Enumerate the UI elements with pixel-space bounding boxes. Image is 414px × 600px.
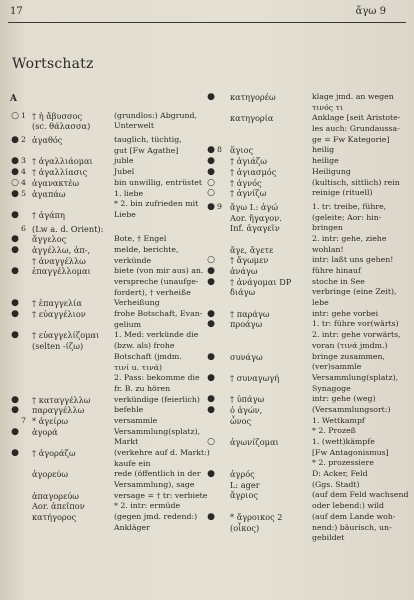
vocab-row bbox=[206, 277, 406, 288]
vocab-row bbox=[10, 384, 204, 395]
german-gloss: juble bbox=[114, 156, 134, 166]
vocab-row bbox=[206, 319, 406, 330]
filled-bullet-icon: ● bbox=[207, 394, 215, 405]
german-gloss: [Fw Antagonismus] bbox=[312, 447, 389, 457]
vocab-row bbox=[10, 341, 204, 352]
german-gloss: 2. intr: gehe, ziehe bbox=[312, 233, 387, 243]
german-gloss: Markt bbox=[114, 437, 139, 447]
german-gloss: rede (öffentlich in der bbox=[114, 469, 201, 479]
german-gloss: versammle bbox=[114, 415, 158, 425]
german-gloss: verbringe (eine Zeit), bbox=[312, 287, 397, 297]
vocab-row bbox=[206, 469, 406, 480]
filled-bullet-icon: ● bbox=[207, 145, 215, 156]
vocab-row bbox=[206, 394, 406, 405]
vocab-row bbox=[10, 320, 204, 331]
greek-term: Aor. ἀπεῖπον bbox=[32, 501, 85, 512]
german-gloss: intr: gehe (weg) bbox=[312, 394, 376, 404]
filled-bullet-icon: ● bbox=[11, 156, 19, 167]
greek-term: † ἡ ἄβυσσος bbox=[32, 110, 83, 121]
vocab-row bbox=[10, 448, 210, 459]
hollow-bullet-icon: ○ bbox=[207, 255, 215, 266]
hollow-bullet-icon: ○ bbox=[207, 188, 215, 199]
vocab-row bbox=[206, 490, 409, 501]
german-gloss: Anklage [seit Aristote- bbox=[312, 113, 401, 123]
greek-term: Aor. ἤγαγον. bbox=[230, 212, 282, 223]
vocab-row bbox=[206, 341, 406, 352]
greek-term: ἄγριος bbox=[230, 490, 258, 501]
filled-bullet-icon: ● bbox=[11, 234, 19, 245]
vocab-row bbox=[10, 395, 204, 406]
filled-bullet-icon: ● bbox=[207, 276, 215, 287]
german-gloss: gelium bbox=[114, 319, 142, 329]
entry-number: 5 bbox=[21, 188, 26, 198]
vocab-row bbox=[10, 501, 204, 512]
german-gloss: heilig bbox=[312, 145, 335, 155]
german-gloss: stoche in See bbox=[312, 276, 365, 286]
entry-number: 4 bbox=[21, 167, 26, 177]
greek-term: † ὑπάγω bbox=[230, 394, 265, 405]
greek-term: † εὐαγγελίζομαι bbox=[32, 330, 100, 341]
greek-term: ἅγιος bbox=[230, 145, 254, 156]
greek-term: † ἀγάπη bbox=[32, 209, 65, 220]
greek-term: ἀγρός bbox=[230, 469, 255, 480]
german-gloss: kaufe ein bbox=[114, 458, 151, 468]
german-gloss: 1. (wett)kämpfe bbox=[312, 437, 375, 446]
vocab-row bbox=[206, 405, 406, 416]
vocab-row bbox=[206, 512, 406, 523]
greek-term: (sc. θάλασσα) bbox=[32, 121, 91, 132]
vocab-row bbox=[206, 437, 406, 448]
vocab-row bbox=[206, 135, 406, 146]
vocab-row bbox=[206, 124, 406, 135]
vocab-row bbox=[206, 178, 406, 189]
filled-bullet-icon: ● bbox=[207, 351, 215, 362]
german-gloss: melde, berichte, bbox=[114, 244, 179, 254]
entry-number: 8 bbox=[217, 145, 222, 155]
german-gloss: führe hinauf bbox=[312, 266, 361, 275]
vocab-row bbox=[206, 533, 406, 544]
german-gloss: Versammlung(splatz), bbox=[312, 372, 399, 382]
greek-term: ἐπαγγέλλομαι bbox=[32, 266, 91, 277]
greek-term: κατήγορος bbox=[32, 512, 77, 523]
filled-bullet-icon: ● bbox=[207, 404, 215, 415]
vocab-row bbox=[206, 255, 406, 266]
greek-term: ἀγγέλλω, ἀπ-, bbox=[32, 244, 91, 255]
german-gloss: oder lebend:) wild bbox=[312, 501, 385, 511]
entry-number: 7 bbox=[21, 415, 26, 425]
german-gloss: Jubel bbox=[114, 167, 135, 177]
greek-term: ἀγορεύω bbox=[32, 469, 69, 480]
german-gloss: 2. Pass: bekomme die bbox=[114, 373, 200, 383]
german-gloss: les auch: Grundaussa- bbox=[312, 124, 400, 134]
german-gloss: (geleite; Aor: hin- bbox=[312, 212, 382, 222]
filled-bullet-icon: ● bbox=[207, 92, 215, 102]
german-gloss: Heiligung bbox=[312, 166, 351, 176]
vocab-row bbox=[10, 189, 204, 200]
vocab-row bbox=[10, 178, 204, 189]
hollow-bullet-icon: ○ bbox=[11, 110, 19, 121]
filled-bullet-icon: ● bbox=[11, 426, 19, 437]
filled-bullet-icon: ● bbox=[11, 309, 19, 320]
filled-bullet-icon: ● bbox=[11, 405, 19, 416]
german-gloss: Liebe bbox=[114, 209, 136, 219]
greek-term: συνάγω bbox=[230, 351, 263, 362]
greek-term: † ἄγωμεν bbox=[230, 255, 269, 266]
german-gloss: lebe bbox=[312, 298, 329, 308]
greek-term: ἄγε, ἄγετε bbox=[230, 244, 274, 255]
german-gloss: bringen bbox=[312, 223, 343, 233]
greek-term: ἀνάγω bbox=[230, 266, 258, 276]
greek-term: † ἀγαλλίασις bbox=[32, 167, 88, 178]
vocab-row bbox=[206, 266, 406, 277]
vocab-row bbox=[206, 213, 406, 224]
vocab-row bbox=[206, 352, 406, 363]
german-gloss: gebildet bbox=[312, 533, 345, 543]
german-gloss: fr. B. zu hören bbox=[114, 383, 171, 393]
greek-term: * ἄγροικος 2 bbox=[230, 511, 283, 522]
filled-bullet-icon: ● bbox=[207, 372, 215, 383]
filled-bullet-icon: ● bbox=[207, 319, 215, 330]
greek-term: † ἁγνίζω bbox=[230, 188, 267, 199]
vocab-row bbox=[206, 384, 406, 395]
vocab-row bbox=[10, 234, 204, 245]
filled-bullet-icon: ● bbox=[11, 394, 19, 405]
vocab-row bbox=[10, 459, 204, 470]
vocab-row bbox=[10, 523, 204, 534]
vocab-row bbox=[10, 363, 204, 374]
german-gloss: (gegen jmd. redend:) bbox=[114, 512, 198, 522]
german-gloss: 1. tr: führe vor(wärts) bbox=[312, 319, 399, 329]
vocab-row bbox=[10, 437, 204, 448]
vocab-row bbox=[10, 330, 204, 341]
greek-term: † εὐαγγέλιον bbox=[32, 309, 86, 320]
german-gloss: frohe Botschaft, Evan- bbox=[114, 309, 203, 319]
greek-term: (selten -ίζω) bbox=[32, 341, 84, 352]
german-gloss: τινός τι bbox=[312, 102, 344, 112]
vocab-row bbox=[10, 352, 204, 363]
german-gloss: 1. Med: verkünde die bbox=[114, 330, 199, 340]
vocab-row bbox=[206, 501, 406, 512]
vocab-row bbox=[206, 202, 406, 213]
german-gloss: Verheißung bbox=[114, 298, 160, 308]
german-gloss: * 2. prozessiere bbox=[312, 458, 374, 468]
german-gloss: Ankläger bbox=[114, 522, 150, 532]
german-gloss: * 2. bin zufrieden mit bbox=[114, 199, 199, 209]
entry-number: 6 bbox=[21, 223, 26, 233]
greek-term: † ἀνάγομαι DP bbox=[230, 276, 292, 287]
greek-term: ἀγορά bbox=[32, 426, 58, 437]
greek-term: † ἀγοράζω bbox=[32, 448, 76, 459]
german-gloss: Versammlung(splatz), bbox=[114, 426, 201, 436]
greek-term: † παράγω bbox=[230, 308, 270, 319]
greek-term: ἄγγελος bbox=[32, 234, 67, 245]
vocab-row bbox=[10, 490, 208, 502]
filled-bullet-icon: ● bbox=[11, 330, 19, 341]
filled-bullet-icon: ● bbox=[207, 308, 215, 319]
german-gloss: bringe zusammen, bbox=[312, 351, 385, 361]
german-gloss: τινί u. τινά) bbox=[114, 362, 163, 372]
vocab-row bbox=[206, 373, 406, 384]
german-gloss: Bote, † Engel bbox=[114, 234, 167, 244]
vocab-row bbox=[206, 103, 406, 114]
greek-term: † ἀναγγέλλω bbox=[32, 255, 86, 266]
vocab-row bbox=[206, 234, 406, 245]
german-gloss: verkündige (feierlich) bbox=[114, 394, 200, 404]
vocab-row bbox=[206, 92, 406, 103]
vocab-row bbox=[206, 330, 406, 341]
filled-bullet-icon: ● bbox=[11, 135, 19, 146]
german-gloss: voran (τινά jmdm.) bbox=[312, 340, 388, 350]
vocab-row bbox=[10, 121, 204, 132]
greek-term: * ἀγείρω bbox=[32, 415, 69, 426]
vocab-row bbox=[10, 111, 204, 122]
greek-term: † ἁγιάζω bbox=[230, 156, 267, 167]
vocab-row bbox=[206, 523, 406, 534]
filled-bullet-icon: ● bbox=[207, 469, 215, 480]
vocab-row bbox=[10, 245, 204, 256]
vocab-row bbox=[206, 458, 406, 469]
german-gloss: 1. liebe bbox=[114, 188, 144, 198]
header-rule bbox=[8, 22, 406, 23]
filled-bullet-icon: ● bbox=[11, 209, 19, 220]
greek-term: Inf. ἀγαγεῖν bbox=[230, 223, 280, 234]
hollow-bullet-icon: ○ bbox=[11, 177, 19, 188]
vocab-row bbox=[10, 156, 204, 167]
greek-term: προάγω bbox=[230, 319, 263, 330]
entry-number: 2 bbox=[21, 135, 26, 145]
german-gloss: 2. intr: gehe vorwärts, bbox=[312, 330, 401, 340]
entry-number: 4 bbox=[21, 177, 26, 187]
vocab-row bbox=[206, 156, 406, 167]
german-gloss: ge = Fw Kategorie] bbox=[312, 134, 390, 144]
left-column bbox=[10, 92, 210, 534]
german-gloss: (auf dem Lande woh- bbox=[312, 511, 396, 521]
german-gloss: (grundlos:) Abgrund, bbox=[114, 110, 197, 120]
greek-term: † ἁγιασμός bbox=[230, 166, 277, 177]
filled-bullet-icon: ● bbox=[11, 266, 19, 277]
vocab-row bbox=[10, 298, 204, 309]
vocab-row bbox=[206, 309, 406, 320]
german-gloss: gut [Fw Agathe] bbox=[114, 145, 179, 155]
vocab-row bbox=[206, 223, 406, 234]
vocab-row bbox=[206, 480, 406, 491]
german-gloss: tauglich, tüchtig, bbox=[114, 135, 182, 145]
greek-term: κατηγορία bbox=[230, 113, 274, 124]
vocab-row bbox=[206, 448, 406, 459]
greek-term: παραγγέλλω bbox=[32, 405, 85, 416]
vocab-row bbox=[206, 426, 406, 437]
german-gloss: verkünde bbox=[114, 255, 152, 265]
german-gloss: nend:) bäurisch, un- bbox=[312, 522, 392, 532]
vocab-row bbox=[10, 309, 204, 320]
german-gloss: biete (von mir aus) an. bbox=[114, 266, 204, 276]
german-gloss: intr: laßt uns gehen! bbox=[312, 255, 394, 265]
filled-bullet-icon: ● bbox=[207, 156, 215, 167]
vocab-row bbox=[10, 256, 204, 267]
greek-term: ἀγωνίζομαι bbox=[230, 437, 279, 447]
vocab-row bbox=[10, 266, 204, 277]
german-gloss: Synagoge bbox=[312, 383, 351, 393]
greek-term: † ἁγνός bbox=[230, 177, 262, 188]
german-gloss: klage jmd. an wegen bbox=[312, 92, 394, 101]
entry-number: 1 bbox=[21, 110, 26, 120]
vocab-row bbox=[206, 298, 406, 309]
vocab-row bbox=[206, 145, 406, 156]
german-gloss: wohlan! bbox=[312, 244, 344, 254]
german-gloss: 1. Wettkampf bbox=[312, 415, 365, 425]
german-gloss: (bzw. als) frohe bbox=[114, 341, 175, 351]
vocab-row bbox=[10, 288, 204, 299]
vocab-row bbox=[10, 427, 204, 438]
vocab-row bbox=[206, 416, 406, 427]
vocab-row bbox=[10, 135, 204, 146]
vocab-row bbox=[10, 416, 204, 427]
german-gloss: (verkehre auf d. Markt:) bbox=[114, 448, 210, 458]
vocab-row bbox=[10, 405, 204, 416]
german-gloss: verspreche (unaufge- bbox=[114, 277, 199, 287]
hollow-bullet-icon: ○ bbox=[207, 177, 215, 188]
german-gloss: Versammlung), sage bbox=[114, 480, 195, 490]
german-gloss: (Versammlungsort:) bbox=[312, 404, 391, 414]
german-gloss: (Ggs. Stadt) bbox=[312, 479, 360, 489]
greek-term: (Lw a. d. Orient): bbox=[32, 223, 104, 234]
greek-term: † ἐπαγγελία bbox=[32, 298, 82, 309]
greek-term: † ἀγαλλιάομαι bbox=[32, 156, 93, 167]
filled-bullet-icon: ● bbox=[11, 448, 19, 459]
vocab-row bbox=[10, 167, 204, 178]
running-head: ἄγω 9 bbox=[355, 6, 386, 17]
vocab-row bbox=[206, 188, 406, 199]
filled-bullet-icon: ● bbox=[11, 167, 19, 178]
greek-term: ἄγω I.: ἀγώ bbox=[230, 201, 278, 212]
greek-term: ὁ ἀγών, bbox=[230, 404, 263, 415]
german-gloss: Unterwelt bbox=[114, 121, 154, 131]
section-letter: A bbox=[10, 94, 17, 104]
vocab-row bbox=[10, 469, 204, 480]
german-gloss: 1. tr: treibe, führe, bbox=[312, 201, 387, 211]
german-gloss: intr: gehe vorbei bbox=[312, 308, 379, 318]
german-gloss: * 2. Prozeß bbox=[312, 426, 356, 436]
german-gloss: D: Acker, Feld bbox=[312, 469, 368, 479]
german-gloss: * 2. intr: ermüde bbox=[114, 501, 181, 511]
greek-term: † συναγωγή bbox=[230, 372, 280, 383]
entry-number: 3 bbox=[21, 156, 26, 166]
page-number: 17 bbox=[10, 6, 23, 17]
german-gloss: (kultisch, sittlich) rein bbox=[312, 177, 400, 187]
vocab-row bbox=[206, 362, 406, 373]
german-gloss: (ver)sammle bbox=[312, 362, 362, 372]
filled-bullet-icon: ● bbox=[11, 244, 19, 255]
filled-bullet-icon: ● bbox=[11, 298, 19, 309]
vocab-row bbox=[10, 277, 204, 288]
german-gloss: befehle bbox=[114, 405, 144, 415]
filled-bullet-icon: ● bbox=[11, 188, 19, 199]
vocab-row bbox=[10, 210, 204, 221]
greek-term: (οἶκος) bbox=[230, 522, 260, 533]
right-column bbox=[206, 92, 409, 544]
filled-bullet-icon: ● bbox=[207, 201, 215, 212]
entry-number: 9 bbox=[217, 201, 222, 211]
vocab-row bbox=[10, 146, 204, 157]
vocab-row bbox=[206, 167, 406, 178]
german-gloss: (auf dem Feld wachsend bbox=[312, 490, 409, 500]
greek-term: ἀγαθός bbox=[32, 135, 63, 146]
hollow-bullet-icon: ○ bbox=[207, 437, 215, 447]
vocab-row bbox=[10, 224, 204, 235]
filled-bullet-icon: ● bbox=[207, 166, 215, 177]
greek-term: ἀπαγορεύω bbox=[32, 490, 79, 501]
german-gloss: Botschaft (jmdm. bbox=[114, 351, 182, 361]
german-gloss: fordert), † verheiße bbox=[114, 287, 191, 297]
greek-term: κατηγορέω bbox=[230, 92, 276, 102]
vocab-row bbox=[10, 480, 204, 491]
vocab-row bbox=[206, 287, 406, 298]
page-title: Wortschatz bbox=[12, 56, 94, 72]
german-gloss: heilige bbox=[312, 156, 339, 166]
greek-term: ἀγαπάω bbox=[32, 188, 66, 199]
greek-term: ἀγανακτέω bbox=[32, 177, 80, 188]
greek-term: ὦνος bbox=[230, 415, 252, 426]
filled-bullet-icon: ● bbox=[207, 511, 215, 522]
vocab-row bbox=[10, 373, 204, 384]
vocab-row bbox=[206, 245, 406, 256]
greek-term: † καταγγέλλω bbox=[32, 394, 91, 405]
greek-term: διάγω bbox=[230, 287, 256, 298]
greek-term: L: ager bbox=[230, 479, 260, 490]
german-gloss: reinige (rituell) bbox=[312, 188, 373, 198]
filled-bullet-icon: ● bbox=[207, 266, 215, 276]
german-gloss: versage = † tr: verbiete bbox=[114, 490, 208, 500]
vocab-row bbox=[10, 199, 204, 210]
vocab-row bbox=[10, 512, 204, 523]
vocab-row bbox=[206, 113, 406, 124]
german-gloss: bin unwillig, entrüstet bbox=[114, 177, 203, 187]
